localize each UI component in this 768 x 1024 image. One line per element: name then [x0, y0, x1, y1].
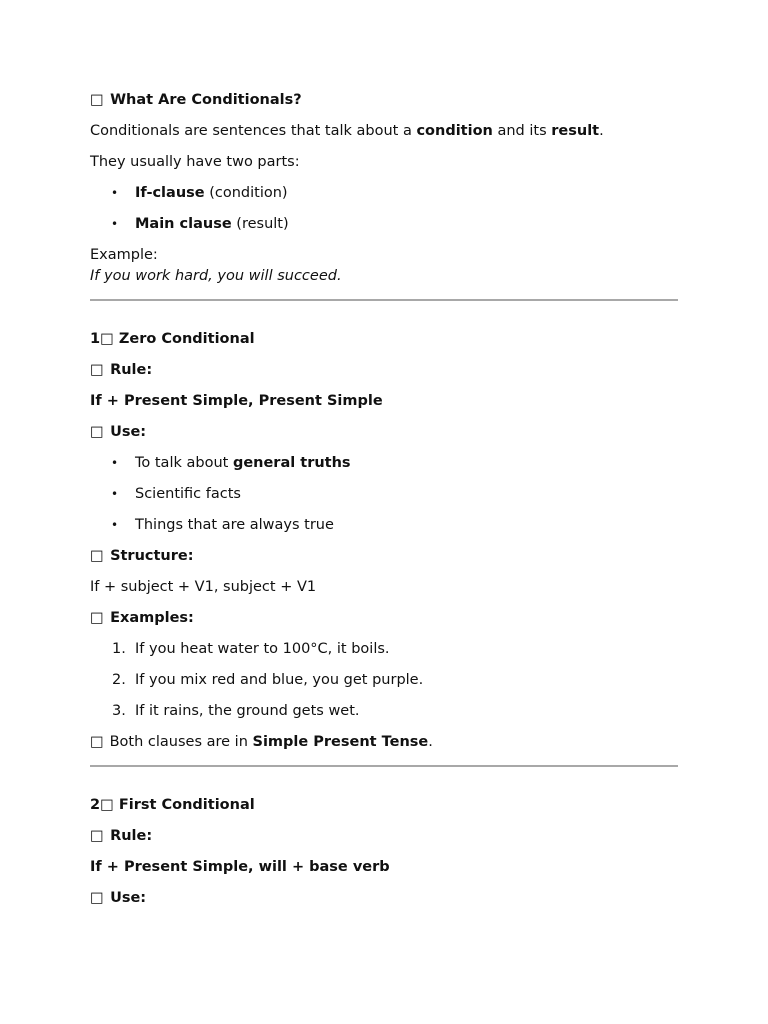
use-text: Scientific facts [135, 486, 241, 502]
example-sentence: If it rains, the ground gets wet. [135, 703, 360, 719]
list-item [90, 183, 678, 204]
placeholder-box-icon: □ [90, 362, 104, 378]
intro-p1-condition: condition [416, 123, 493, 139]
placeholder-box-icon: □ [90, 424, 104, 440]
list-item [90, 701, 678, 722]
intro-heading-text: What Are Conditionals? [110, 92, 302, 108]
first-rule: If + Present Simple, will + base verb [90, 859, 390, 875]
zero-rule-label [90, 360, 678, 381]
example-label: Example: [90, 247, 158, 263]
placeholder-box-icon: □ [90, 734, 104, 750]
zero-examples-list [90, 639, 678, 722]
list-number: 1. [112, 641, 126, 657]
zero-heading-text: Zero Conditional [118, 331, 255, 347]
list-item [90, 639, 678, 660]
list-item [90, 670, 678, 691]
zero-structure-label-text: Structure: [110, 548, 194, 564]
intro-p1-e: . [599, 123, 604, 139]
placeholder-box-icon: □ [90, 890, 104, 906]
placeholder-box-icon: □ [90, 548, 104, 564]
first-use-label [90, 888, 678, 909]
first-use-label-text: Use: [110, 890, 147, 906]
section-divider [90, 765, 678, 767]
zero-note [90, 732, 678, 753]
first-heading-num: 2□ [90, 797, 114, 813]
list-item [90, 515, 678, 536]
document-page [90, 90, 678, 919]
zero-structure: If + subject + V1, subject + V1 [90, 579, 317, 595]
zero-rule-label-text: Rule: [110, 362, 153, 378]
use-text: To talk about [135, 455, 233, 471]
example-sentence: If you heat water to 100°C, it boils. [135, 641, 390, 657]
list-number: 3. [112, 703, 126, 719]
zero-note-tense: Simple Present Tense [252, 734, 429, 750]
intro-paragraph-2: They usually have two parts: [90, 154, 300, 170]
zero-rule: If + Present Simple, Present Simple [90, 393, 383, 409]
parts-list [90, 183, 678, 235]
list-item [90, 214, 678, 235]
zero-examples-label [90, 608, 678, 629]
example-text: If you work hard, you will succeed. [90, 268, 342, 284]
list-item [90, 453, 678, 474]
use-bold: general truths [232, 455, 351, 471]
zero-heading-num: 1□ [90, 331, 114, 347]
example-sentence: If you mix red and blue, you get purple. [135, 672, 424, 688]
section-divider [90, 299, 678, 301]
first-heading-text: First Conditional [118, 797, 255, 813]
zero-heading [90, 329, 678, 350]
intro-p1-c: and its [492, 123, 552, 139]
use-text: Things that are always true [135, 517, 334, 533]
zero-uses-list [90, 453, 678, 536]
intro-heading [90, 90, 678, 111]
part-rest: (condition) [204, 185, 288, 201]
part-rest: (result) [231, 216, 289, 232]
placeholder-box-icon: □ [90, 92, 104, 108]
zero-structure-label [90, 546, 678, 567]
intro-paragraph-1 [90, 121, 678, 142]
zero-note-c: . [428, 734, 433, 750]
zero-note-a: Both clauses are in [105, 734, 253, 750]
placeholder-box-icon: □ [90, 828, 104, 844]
first-rule-label-text: Rule: [110, 828, 153, 844]
list-number: 2. [112, 672, 126, 688]
placeholder-box-icon: □ [90, 610, 104, 626]
intro-p1-a: Conditionals are sentences that talk about a [90, 123, 417, 139]
part-bold: If-clause [135, 185, 205, 201]
zero-examples-label-text: Examples: [110, 610, 194, 626]
first-rule-label [90, 826, 678, 847]
first-heading [90, 795, 678, 816]
list-item [90, 484, 678, 505]
zero-use-label-text: Use: [110, 424, 147, 440]
zero-use-label [90, 422, 678, 443]
part-bold: Main clause [135, 216, 232, 232]
intro-p1-result: result [551, 123, 600, 139]
